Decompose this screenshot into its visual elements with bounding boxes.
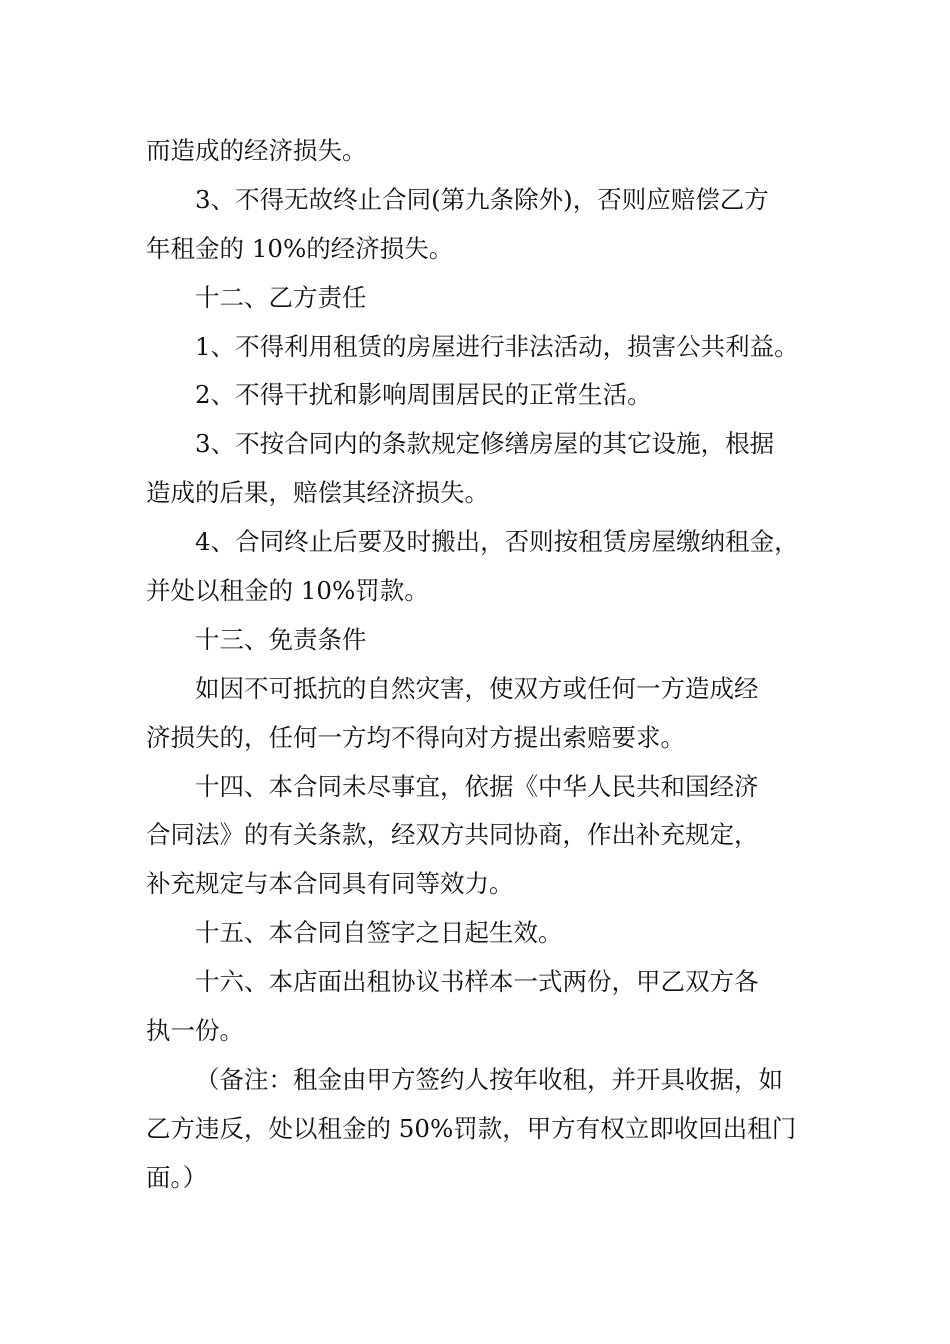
text-line: 2、不得干扰和影响周围居民的正常生活。 [195,380,652,410]
text-line: 1、不得利用租赁的房屋进行非法活动，损害公共利益。 [195,331,799,361]
text-line: 造成的后果，赔偿其经济损失。 [146,478,489,508]
text-line: 年租金的 10%的经济损失。 [146,233,454,263]
text-line: 而造成的经济损失。 [146,136,367,165]
text-line: 并处以租金的 10%罚款。 [146,576,429,606]
text-line: 如因不可抵抗的自然灾害，使双方或任何一方造成经 [195,673,759,703]
text-line: 济损失的，任何一方均不得向对方提出索赔要求。 [146,722,685,752]
text-line: 3、不得无故终止合同(第九条除外)，否则应赔偿乙方 [195,184,769,214]
text-line: 执一份。 [146,1016,244,1046]
section-heading: 十三、免责条件 [195,624,367,654]
text-line: 4、合同终止后要及时搬出，否则按租赁房屋缴纳租金， [195,527,799,557]
note-line: （备注：租金由甲方签约人按年收租，并开具收据，如 [195,1064,783,1094]
text-line: 十五、本合同自签字之日起生效。 [195,918,563,948]
text-line: 十六、本店面出租协议书样本一式两份，甲乙双方各 [195,967,759,997]
text-line: 补充规定与本合同具有同等效力。 [146,869,514,899]
text-line: 合同法》的有关条款，经双方共同协商，作出补充规定， [146,820,759,850]
note-line: 面。） [146,1162,208,1192]
note-line: 乙方违反，处以租金的 50%罚款，甲方有权立即收回出租门 [146,1113,797,1143]
contract-body [146,127,826,1203]
text-line: 3、不按合同内的条款规定修缮房屋的其它设施，根据 [195,429,775,459]
section-heading: 十二、乙方责任 [195,282,367,312]
text-line: 十四、本合同未尽事宜，依据《中华人民共和国经济 [195,771,759,801]
